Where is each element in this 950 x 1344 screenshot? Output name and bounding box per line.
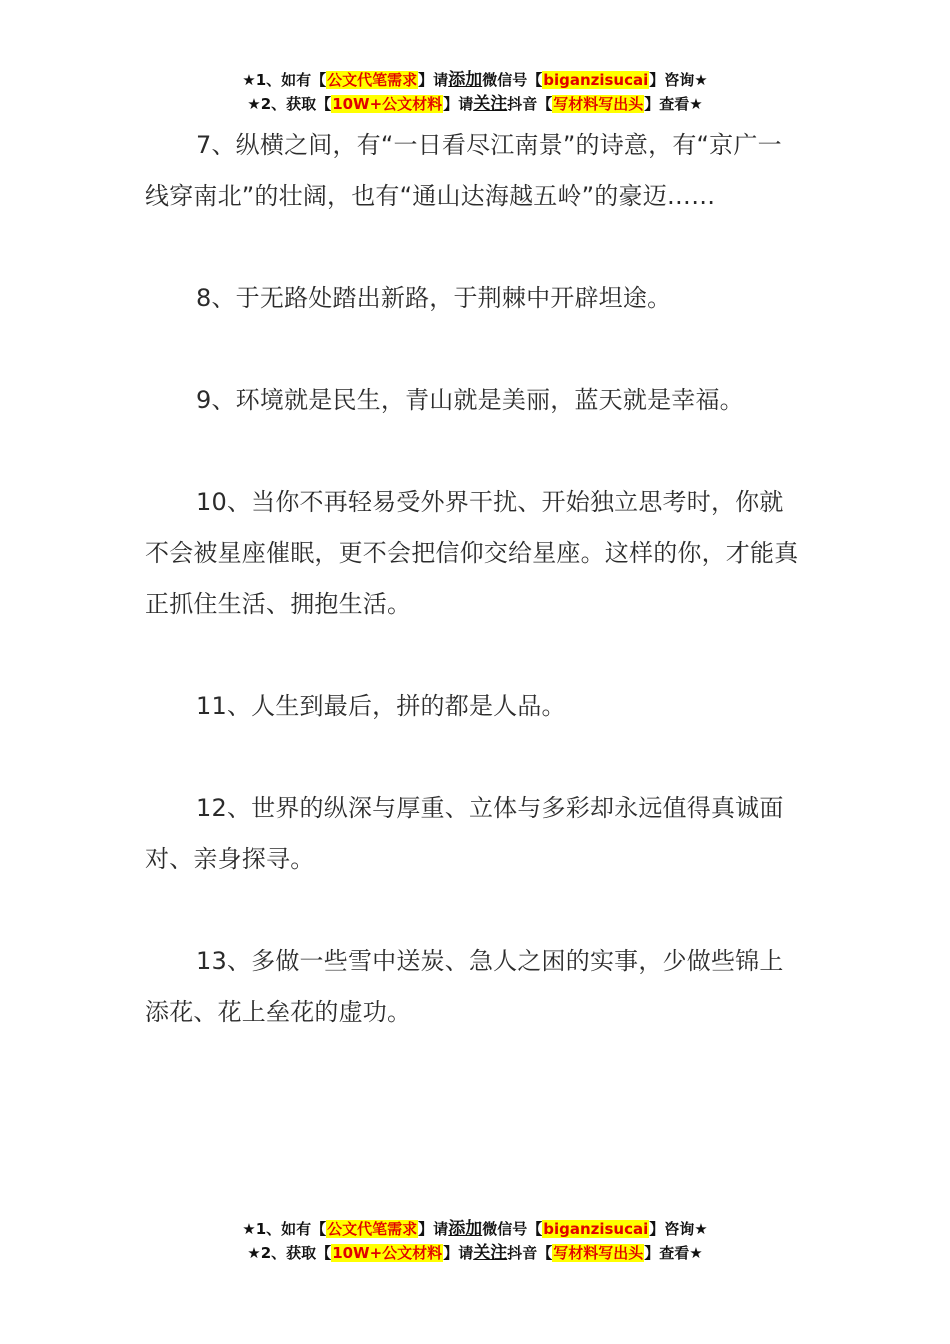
footer-line-2-prefix: ★2、获取【 xyxy=(247,1244,332,1262)
materials-highlight: 10W+公文材料 xyxy=(332,1244,443,1262)
header-line-2-text: 抖音【 xyxy=(507,95,553,113)
paragraph-8: 8、于无路处踏出新路，于荆棘中开辟坦途。 xyxy=(196,284,672,312)
header-line-2 xyxy=(0,92,950,116)
header-line-1-suffix: 】咨询★ xyxy=(649,71,708,89)
paragraph-9: 9、环境就是民生，青山就是美丽，蓝天就是幸福。 xyxy=(196,386,744,414)
footer-line-1 xyxy=(0,1217,950,1241)
footer-line-2-suffix: 】查看★ xyxy=(644,1244,703,1262)
header-line-1-prefix: ★1、如有【 xyxy=(242,71,327,89)
footer-line-1-text: 微信号【 xyxy=(482,1220,543,1238)
add-underline: 添加 xyxy=(448,1219,483,1239)
footer-line-1-prefix: ★1、如有【 xyxy=(242,1220,327,1238)
paragraph-10: 10、当你不再轻易受外界干扰、开始独立思考时，你就不会被星座催眠，更不会把信仰交给星座。这样的你，才能真正抓住生活、拥抱生活。 xyxy=(145,488,799,618)
paragraph-12: 12、世界的纵深与厚重、立体与多彩却永远值得真诚面对、亲身探寻。 xyxy=(145,794,784,873)
wechat-id-highlight: biganzisucai xyxy=(543,1220,649,1238)
footer-line-1-suffix: 】咨询★ xyxy=(649,1220,708,1238)
follow-underline: 关注 xyxy=(473,1243,508,1263)
wechat-id-highlight: biganzisucai xyxy=(543,71,649,89)
paragraph-11: 11、人生到最后，拼的都是人品。 xyxy=(196,692,566,720)
add-underline: 添加 xyxy=(448,70,483,90)
douyin-highlight: 写材料写出头 xyxy=(553,95,644,113)
footer-banner xyxy=(0,1217,950,1265)
footer-line-2-text: 】请 xyxy=(443,1244,474,1262)
header-line-1 xyxy=(0,68,950,92)
footer-line-2-text: 抖音【 xyxy=(507,1244,553,1262)
paragraph-13: 13、多做一些雪中送炭、急人之困的实事，少做些锦上添花、花上垒花的虚功。 xyxy=(145,947,784,1026)
service-highlight: 公文代笔需求 xyxy=(327,71,418,89)
header-banner xyxy=(0,68,950,116)
follow-underline: 关注 xyxy=(473,94,508,114)
document-body xyxy=(145,120,805,1089)
footer-line-2 xyxy=(0,1241,950,1265)
paragraph-7: 7、纵横之间，有“一日看尽江南景”的诗意，有“京广一线穿南北”的壮阔，也有“通山达海越五岭”的豪迈…… xyxy=(145,131,782,210)
header-line-2-text: 】请 xyxy=(443,95,474,113)
header-line-1-text: 】请 xyxy=(418,71,449,89)
service-highlight: 公文代笔需求 xyxy=(327,1220,418,1238)
header-line-2-prefix: ★2、获取【 xyxy=(247,95,332,113)
footer-line-1-text: 】请 xyxy=(418,1220,449,1238)
materials-highlight: 10W+公文材料 xyxy=(332,95,443,113)
header-line-1-text: 微信号【 xyxy=(482,71,543,89)
douyin-highlight: 写材料写出头 xyxy=(553,1244,644,1262)
header-line-2-suffix: 】查看★ xyxy=(644,95,703,113)
